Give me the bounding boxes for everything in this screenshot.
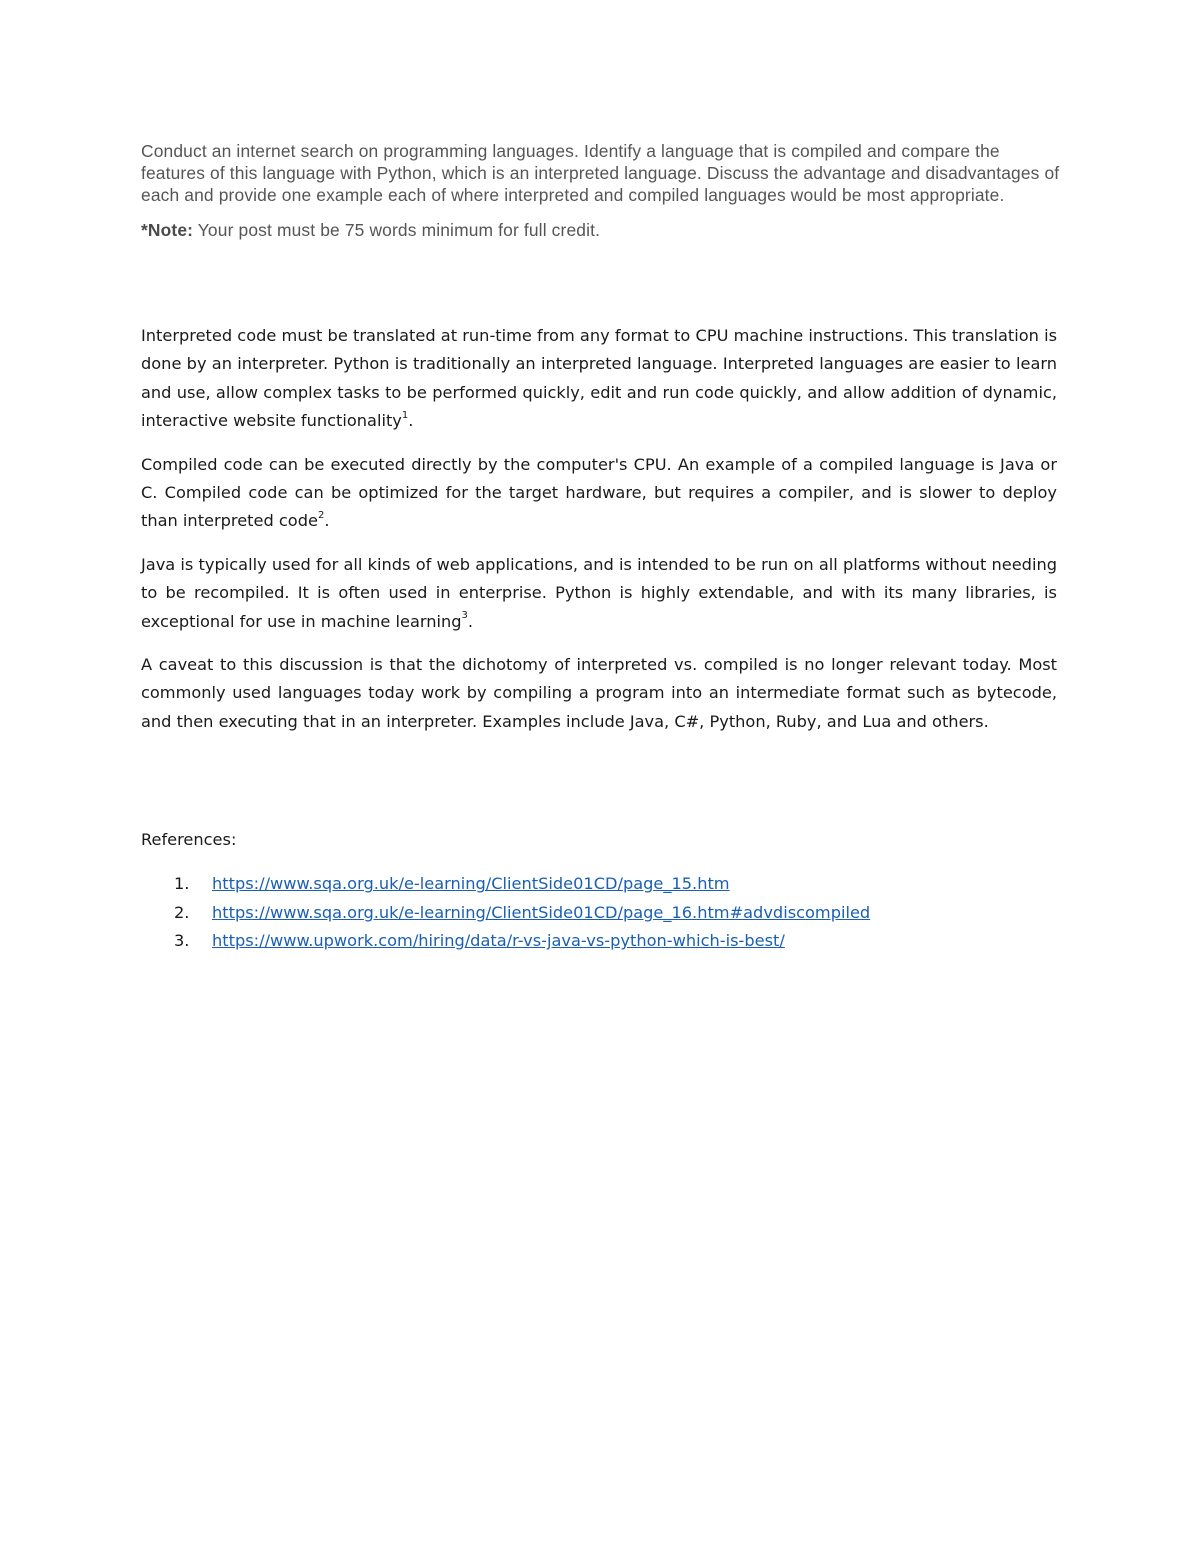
reference-item: [141, 927, 1057, 955]
prompt-note: [141, 220, 1061, 242]
footnote-marker: 3: [461, 610, 468, 622]
references-heading: References:: [141, 830, 237, 849]
answer-paragraph-1: [141, 322, 1057, 436]
paragraph-text: Interpreted code must be translated at run-time from any format to CPU machine instructions. This translation is done by an interpreter. Python is traditionally an interpreted language. Interpreted languages are easier to learn and use, allow complex tasks to be performed quickly, edit and run code quickly, and allow addition of dynamic, interactive website functionality: [141, 326, 1057, 431]
answer-body: [141, 322, 1057, 751]
answer-paragraph-3: [141, 551, 1057, 636]
footnote-marker: 2: [317, 510, 325, 522]
reference-link-3[interactable]: https://www.upwork.com/hiring/data/r-vs-java-vs-python-which-is-best/: [212, 931, 785, 951]
paragraph-end: .: [467, 611, 474, 631]
paragraph-text: Java is typically used for all kinds of web applications, and is intended to be run on all platforms without needing to be recompiled. It is often used in enterprise. Python is highly extendable, and with its many libraries, is exceptional for use in machine learning: [141, 554, 1057, 631]
reference-number: 2.: [174, 902, 190, 922]
reference-number: 3.: [174, 931, 190, 951]
reference-link-1[interactable]: https://www.sqa.org.uk/e-learning/ClientSide01CD/page_15.htm: [212, 874, 730, 894]
answer-paragraph-4: A caveat to this discussion is that the dichotomy of interpreted vs. compiled is no longer relevant today. Most commonly used languages today work by compiling a program into an intermediate format such as bytecode, and then executing that in an interpreter. Examples include Java, C#, Python, Ruby, and Lua and others.: [141, 655, 1057, 731]
assignment-prompt: [141, 141, 1061, 242]
references-section: [141, 826, 1057, 956]
reference-item: [141, 870, 1057, 898]
paragraph-text: Compiled code can be executed directly by the computer's CPU. An example of a compiled language is Java or C. Compiled code can be optimized for the target hardware, but requires a compiler, and is slower to deploy than interpreted code: [141, 454, 1057, 531]
reference-link-2[interactable]: https://www.sqa.org.uk/e-learning/ClientSide01CD/page_16.htm#advdiscompiled: [212, 902, 871, 922]
prompt-text: Conduct an internet search on programming languages. Identify a language that is compiled and compare the features of this language with Python, which is an interpreted language. Discuss the advantage and disadvantages of each and provide one example each of where interpreted and compiled languages would be most appropriate.: [141, 141, 1060, 205]
note-text: Your post must be 75 words minimum for full credit.: [193, 220, 601, 241]
note-label: *Note:: [141, 220, 194, 241]
answer-paragraph-2: [141, 451, 1057, 536]
references-list: [141, 870, 1057, 955]
paragraph-end: .: [408, 411, 414, 431]
footnote-marker: 1: [401, 409, 409, 421]
reference-item: [141, 899, 1057, 927]
reference-number: 1.: [174, 874, 190, 894]
paragraph-end: .: [324, 511, 330, 531]
